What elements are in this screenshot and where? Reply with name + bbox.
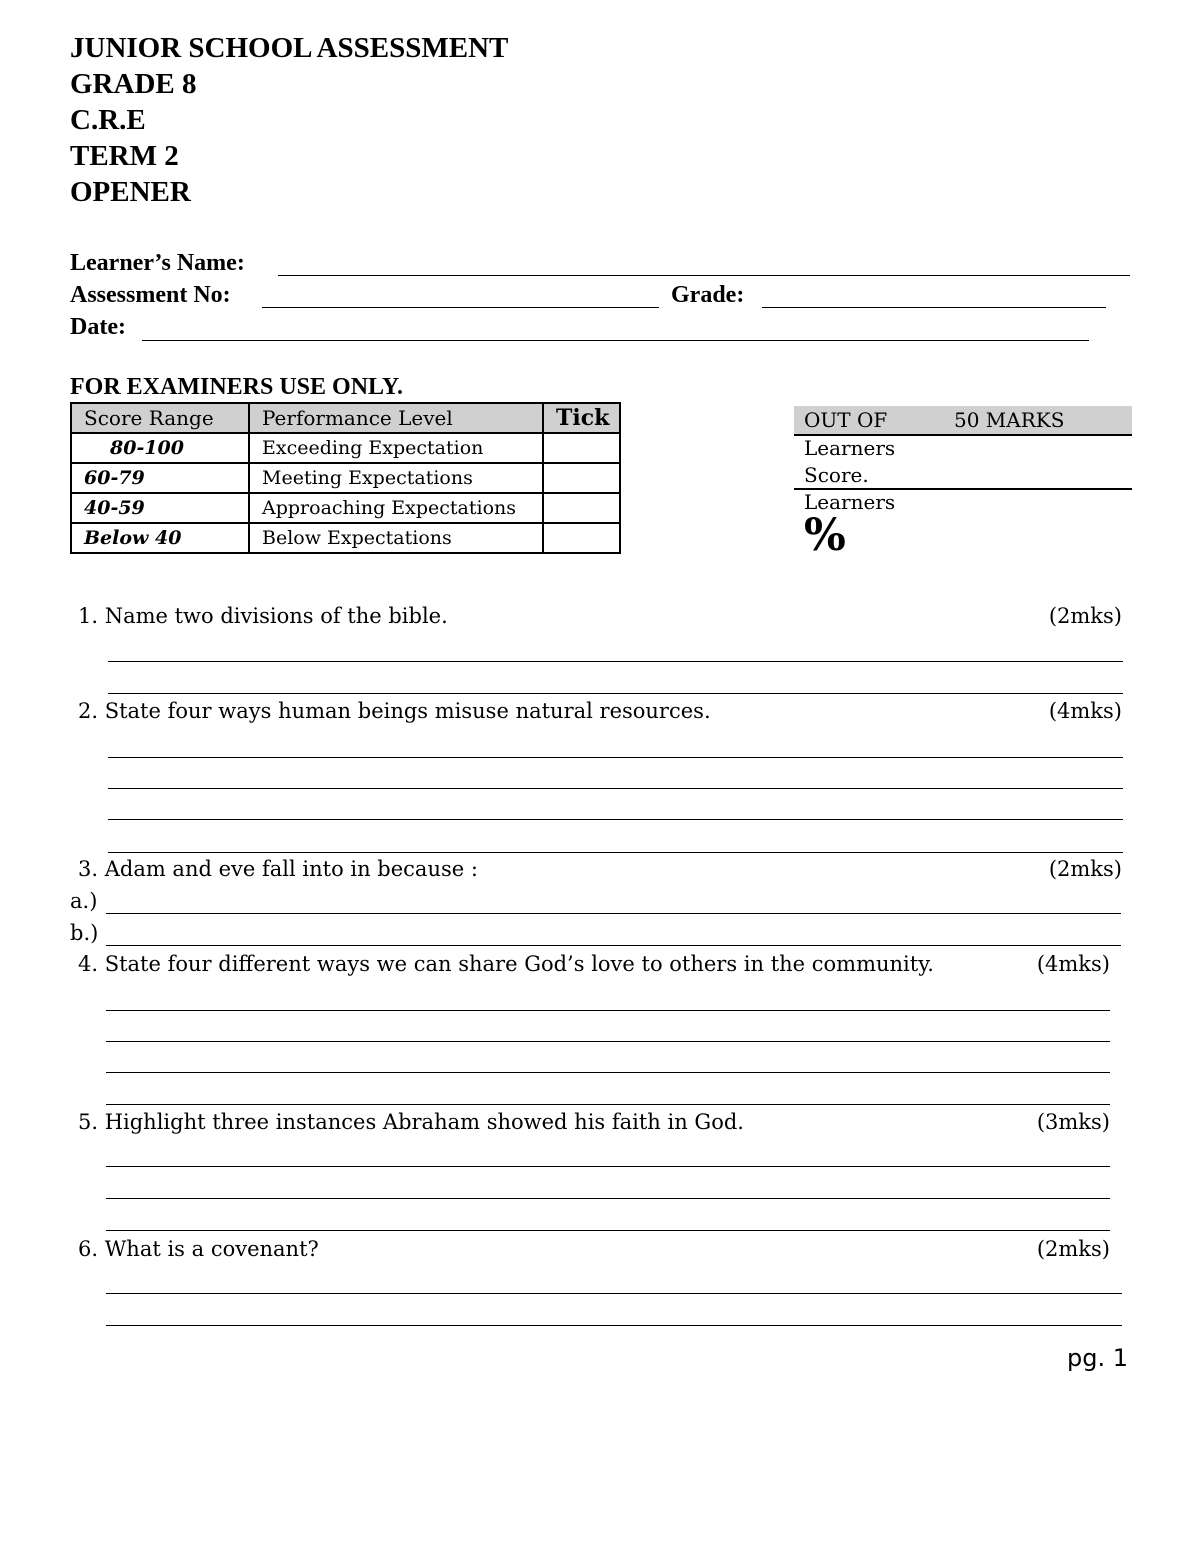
table-header-row bbox=[71, 403, 620, 433]
performance-table bbox=[70, 402, 621, 554]
grade-heading: GRADE 8 bbox=[70, 68, 197, 100]
question-4: 4. State four different ways we can share God’s love to others in the community. bbox=[78, 952, 934, 976]
question-3: 3. Adam and eve fall into in because : bbox=[78, 857, 478, 881]
question-6: 6. What is a covenant? bbox=[78, 1237, 319, 1261]
tick-cell[interactable] bbox=[543, 463, 620, 493]
learner-score-label-1: Learners bbox=[804, 436, 896, 460]
answer-line[interactable] bbox=[106, 1230, 1110, 1231]
question-1: 1. Name two divisions of the bible. bbox=[78, 604, 448, 628]
answer-line[interactable] bbox=[108, 852, 1123, 853]
subject-heading: C.R.E bbox=[70, 104, 146, 136]
question-5: 5. Highlight three instances Abraham showed his faith in God. bbox=[78, 1110, 744, 1134]
score-range-cell: 80-100 bbox=[71, 433, 249, 463]
score-range-cell: 40-59 bbox=[71, 493, 249, 523]
score-box bbox=[794, 406, 1132, 570]
part-b-label: b.) bbox=[70, 921, 99, 945]
answer-line[interactable] bbox=[108, 757, 1123, 758]
answer-line[interactable] bbox=[108, 788, 1123, 789]
percent-symbol: % bbox=[804, 510, 846, 561]
assessment-title: JUNIOR SCHOOL ASSESSMENT bbox=[70, 32, 509, 64]
learner-name-field[interactable] bbox=[278, 275, 1130, 276]
answer-line[interactable] bbox=[106, 1293, 1122, 1294]
table-row bbox=[71, 433, 620, 463]
exam-type-heading: OPENER bbox=[70, 176, 191, 208]
page-number: pg. 1 bbox=[1067, 1344, 1128, 1372]
score-range-cell: Below 40 bbox=[71, 523, 249, 553]
performance-level-cell: Below Expectations bbox=[249, 523, 543, 553]
question-2: 2. State four ways human beings misuse natural resources. bbox=[78, 699, 711, 723]
tick-cell[interactable] bbox=[543, 523, 620, 553]
answer-line[interactable] bbox=[106, 1104, 1110, 1105]
question-2-marks: (4mks) bbox=[1048, 699, 1122, 723]
answer-line[interactable] bbox=[106, 945, 1121, 946]
grade-field[interactable] bbox=[762, 307, 1106, 308]
answer-line[interactable] bbox=[108, 661, 1123, 662]
learner-percent-row[interactable] bbox=[794, 490, 1132, 570]
answer-line[interactable] bbox=[106, 913, 1121, 914]
date-label: Date: bbox=[70, 314, 126, 340]
table-row bbox=[71, 463, 620, 493]
table-row bbox=[71, 493, 620, 523]
answer-line[interactable] bbox=[106, 1072, 1110, 1073]
total-marks: 50 MARKS bbox=[954, 408, 1065, 432]
answer-line[interactable] bbox=[106, 1041, 1110, 1042]
performance-level-cell: Exceeding Expectation bbox=[249, 433, 543, 463]
tick-cell[interactable] bbox=[543, 433, 620, 463]
performance-level-cell: Meeting Expectations bbox=[249, 463, 543, 493]
answer-line[interactable] bbox=[106, 1010, 1110, 1011]
examiners-title: FOR EXAMINERS USE ONLY. bbox=[70, 374, 403, 400]
score-range-cell: 60-79 bbox=[71, 463, 249, 493]
answer-line[interactable] bbox=[106, 1325, 1122, 1326]
question-1-marks: (2mks) bbox=[1048, 604, 1122, 628]
answer-line[interactable] bbox=[106, 1166, 1110, 1167]
tick-header: Tick bbox=[543, 403, 620, 433]
answer-line[interactable] bbox=[106, 1198, 1110, 1199]
assessment-no-label: Assessment No: bbox=[70, 282, 231, 308]
assessment-no-field[interactable] bbox=[262, 307, 659, 308]
question-3-marks: (2mks) bbox=[1048, 857, 1122, 881]
question-4-marks: (4mks) bbox=[1036, 952, 1110, 976]
answer-line[interactable] bbox=[108, 819, 1123, 820]
answer-line[interactable] bbox=[108, 693, 1123, 694]
term-heading: TERM 2 bbox=[70, 140, 179, 172]
score-range-header: Score Range bbox=[71, 403, 249, 433]
learner-name-label: Learner’s Name: bbox=[70, 250, 245, 276]
learner-score-row[interactable] bbox=[794, 436, 1132, 490]
out-of-row bbox=[794, 406, 1132, 436]
question-6-marks: (2mks) bbox=[1036, 1237, 1110, 1261]
question-5-marks: (3mks) bbox=[1036, 1110, 1110, 1134]
performance-level-cell: Approaching Expectations bbox=[249, 493, 543, 523]
performance-level-header: Performance Level bbox=[249, 403, 543, 433]
grade-label: Grade: bbox=[671, 282, 745, 308]
part-a-label: a.) bbox=[70, 889, 98, 913]
tick-cell[interactable] bbox=[543, 493, 620, 523]
learner-percent-label: Learners bbox=[804, 490, 896, 514]
table-row bbox=[71, 523, 620, 553]
learner-score-label-2: Score. bbox=[804, 463, 869, 487]
date-field[interactable] bbox=[142, 340, 1089, 341]
out-of-label: OUT OF bbox=[804, 408, 888, 432]
